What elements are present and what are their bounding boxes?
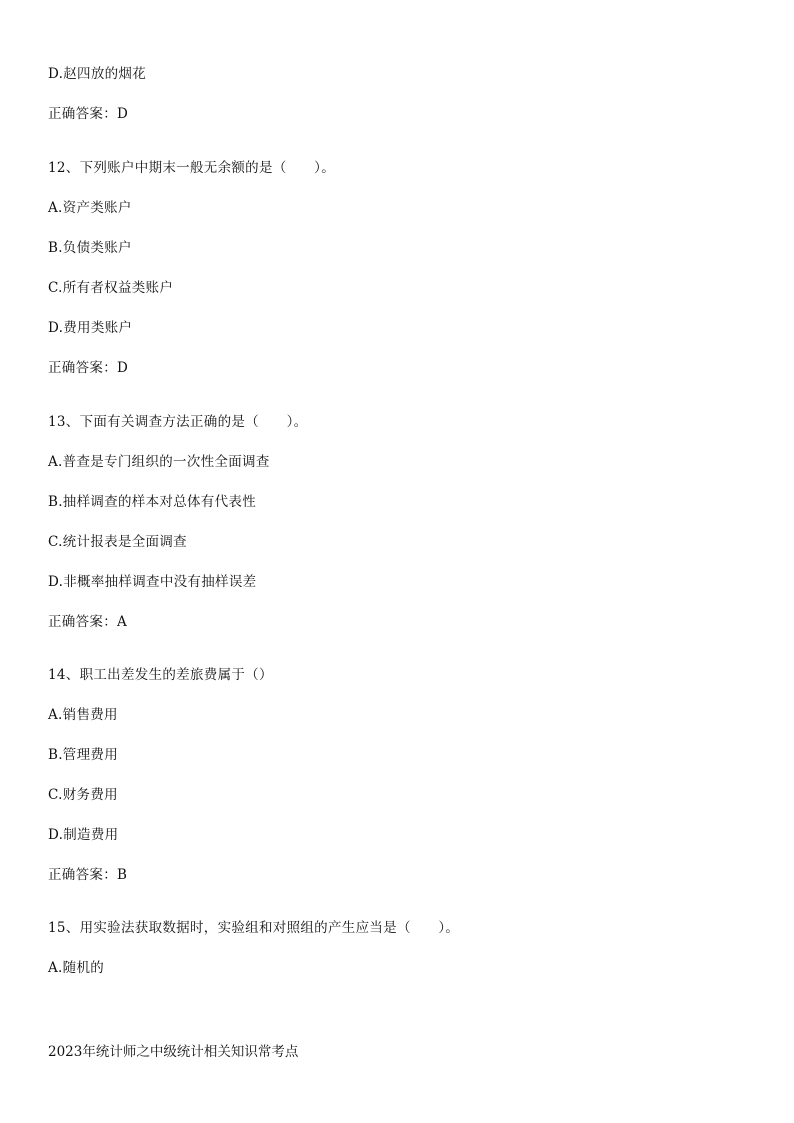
- q13-option-c: C.统计报表是全面调查: [48, 534, 187, 550]
- q15-option-a: A.随机的: [48, 960, 105, 976]
- q12-option-d: D.费用类账户: [48, 320, 133, 336]
- q14-option-d: D.制造费用: [48, 827, 119, 843]
- q12-option-c: C.所有者权益类账户: [48, 280, 174, 296]
- q12-option-b: B.负债类账户: [48, 240, 132, 256]
- q14-answer: 正确答案：B: [48, 867, 128, 883]
- q14-option-b: B.管理费用: [48, 747, 119, 763]
- q11-option-d: D.赵四放的烟花: [48, 66, 147, 82]
- q13-answer: 正确答案：A: [48, 614, 128, 630]
- q13-option-a: A.普查是专门组织的一次性全面调查: [48, 454, 270, 470]
- q14-question: 14、职工出差发生的差旅费属于（）: [48, 667, 273, 683]
- page-footer: 2023年统计师之中级统计相关知识常考点: [48, 1044, 299, 1060]
- q13-option-b: B.抽样调查的样本对总体有代表性: [48, 494, 257, 510]
- q12-answer: 正确答案：D: [48, 360, 129, 376]
- q13-question: 13、下面有关调查方法正确的是（ ）。: [48, 414, 308, 430]
- q15-question: 15、用实验法获取数据时，实验组和对照组的产生应当是（ ）。: [48, 920, 460, 936]
- q13-option-d: D.非概率抽样调查中没有抽样误差: [48, 574, 257, 590]
- q12-option-a: A.资产类账户: [48, 200, 132, 216]
- q14-option-c: C.财务费用: [48, 787, 118, 803]
- q14-option-a: A.销售费用: [48, 707, 118, 723]
- q12-question: 12、下列账户中期末一般无余额的是（ ）。: [48, 160, 336, 176]
- q11-answer: 正确答案：D: [48, 106, 129, 122]
